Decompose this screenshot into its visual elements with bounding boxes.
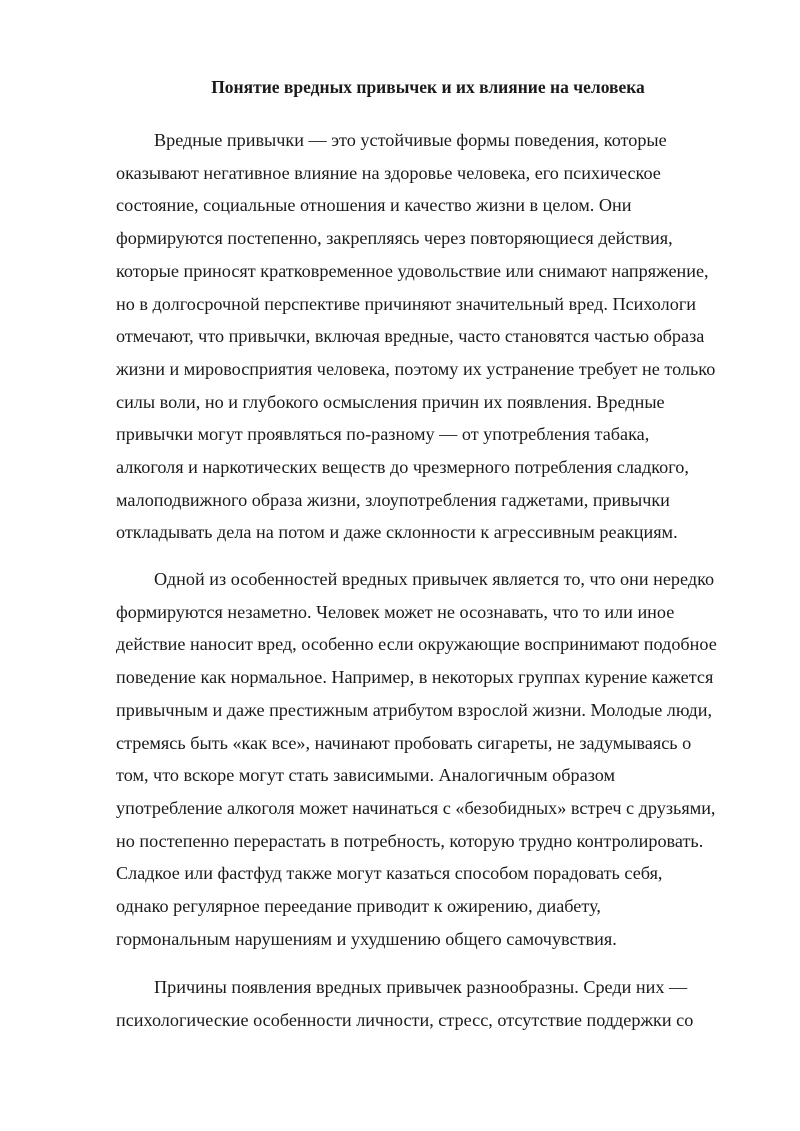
- paragraph-line: формируются постепенно, закрепляясь через повторяющиеся действия,: [116, 228, 673, 249]
- paragraph-line: но в долгосрочной перспективе причиняют значительный вред. Психологи: [116, 293, 697, 314]
- paragraph-line: том, что вскоре могут стать зависимыми. Аналогичным образом: [116, 765, 616, 786]
- paragraph-line: действие наносит вред, особенно если окружающие воспринимают подобное: [116, 634, 717, 655]
- paragraph-line: формируются незаметно. Человек может не осознавать, что то или иное: [116, 601, 675, 622]
- paragraph-line: силы воли, но и глубокого осмысления причин их появления. Вредные: [116, 391, 665, 412]
- paragraph-line: психологические особенности личности, стресс, отсутствие поддержки со: [116, 1009, 694, 1030]
- paragraph-line: Вредные привычки — это устойчивые формы поведения, которые: [154, 130, 667, 150]
- paragraph-line: привычки могут проявляться по-разному — от употребления табака,: [116, 424, 650, 445]
- document-title: Понятие вредных привычек и их влияние на человека: [211, 77, 645, 97]
- paragraph-line: которые приносят кратковременное удовольствие или снимают напряжение,: [116, 260, 709, 281]
- paragraph-line: оказывают негативное влияние на здоровье человека, его психическое: [116, 162, 661, 183]
- paragraph-line: однако регулярное переедание приводит к ожирению, диабету,: [116, 896, 601, 917]
- paragraph-line: но постепенно перерастать в потребность, которую трудно контролировать.: [116, 830, 704, 851]
- title-container: [100, 74, 756, 100]
- paragraph-line: Причины появления вредных привычек разнообразны. Среди них —: [154, 977, 688, 997]
- paragraph-line: Сладкое или фастфуд также могут казаться способом порадовать себя,: [116, 863, 663, 884]
- paragraph-line: употребление алкоголя может начинаться с «безобидных» встреч с друзьями,: [116, 797, 716, 818]
- paragraph-line: малоподвижного образа жизни, злоупотребления гаджетами, привычки: [116, 489, 670, 510]
- paragraph-line: поведение как нормальное. Например, в некоторых группах курение кажется: [116, 667, 714, 688]
- paragraph-line: алкоголя и наркотических веществ до чрезмерного потребления сладкого,: [116, 457, 689, 478]
- paragraph-2: [116, 563, 756, 955]
- paragraph-line: откладывать дела на потом и даже склонности к агрессивным реакциям.: [116, 522, 678, 543]
- paragraph-line: отмечают, что привычки, включая вредные, часто становятся частью образа: [116, 326, 705, 347]
- paragraph-line: стремясь быть «как все», начинают пробовать сигареты, не задумываясь о: [116, 732, 692, 753]
- paragraph-1: [116, 124, 756, 549]
- paragraph-line: состояние, социальные отношения и качество жизни в целом. Они: [116, 195, 632, 216]
- paragraph-line: жизни и мировосприятия человека, поэтому их устранение требует не только: [116, 358, 716, 379]
- paragraph-3: [116, 971, 756, 1036]
- paragraph-line: привычным и даже престижным атрибутом взрослой жизни. Молодые люди,: [116, 699, 713, 720]
- paragraph-line: гормональным нарушениям и ухудшению общего самочувствия.: [116, 928, 617, 949]
- paragraph-line: Одной из особенностей вредных привычек является то, что они нередко: [154, 569, 715, 589]
